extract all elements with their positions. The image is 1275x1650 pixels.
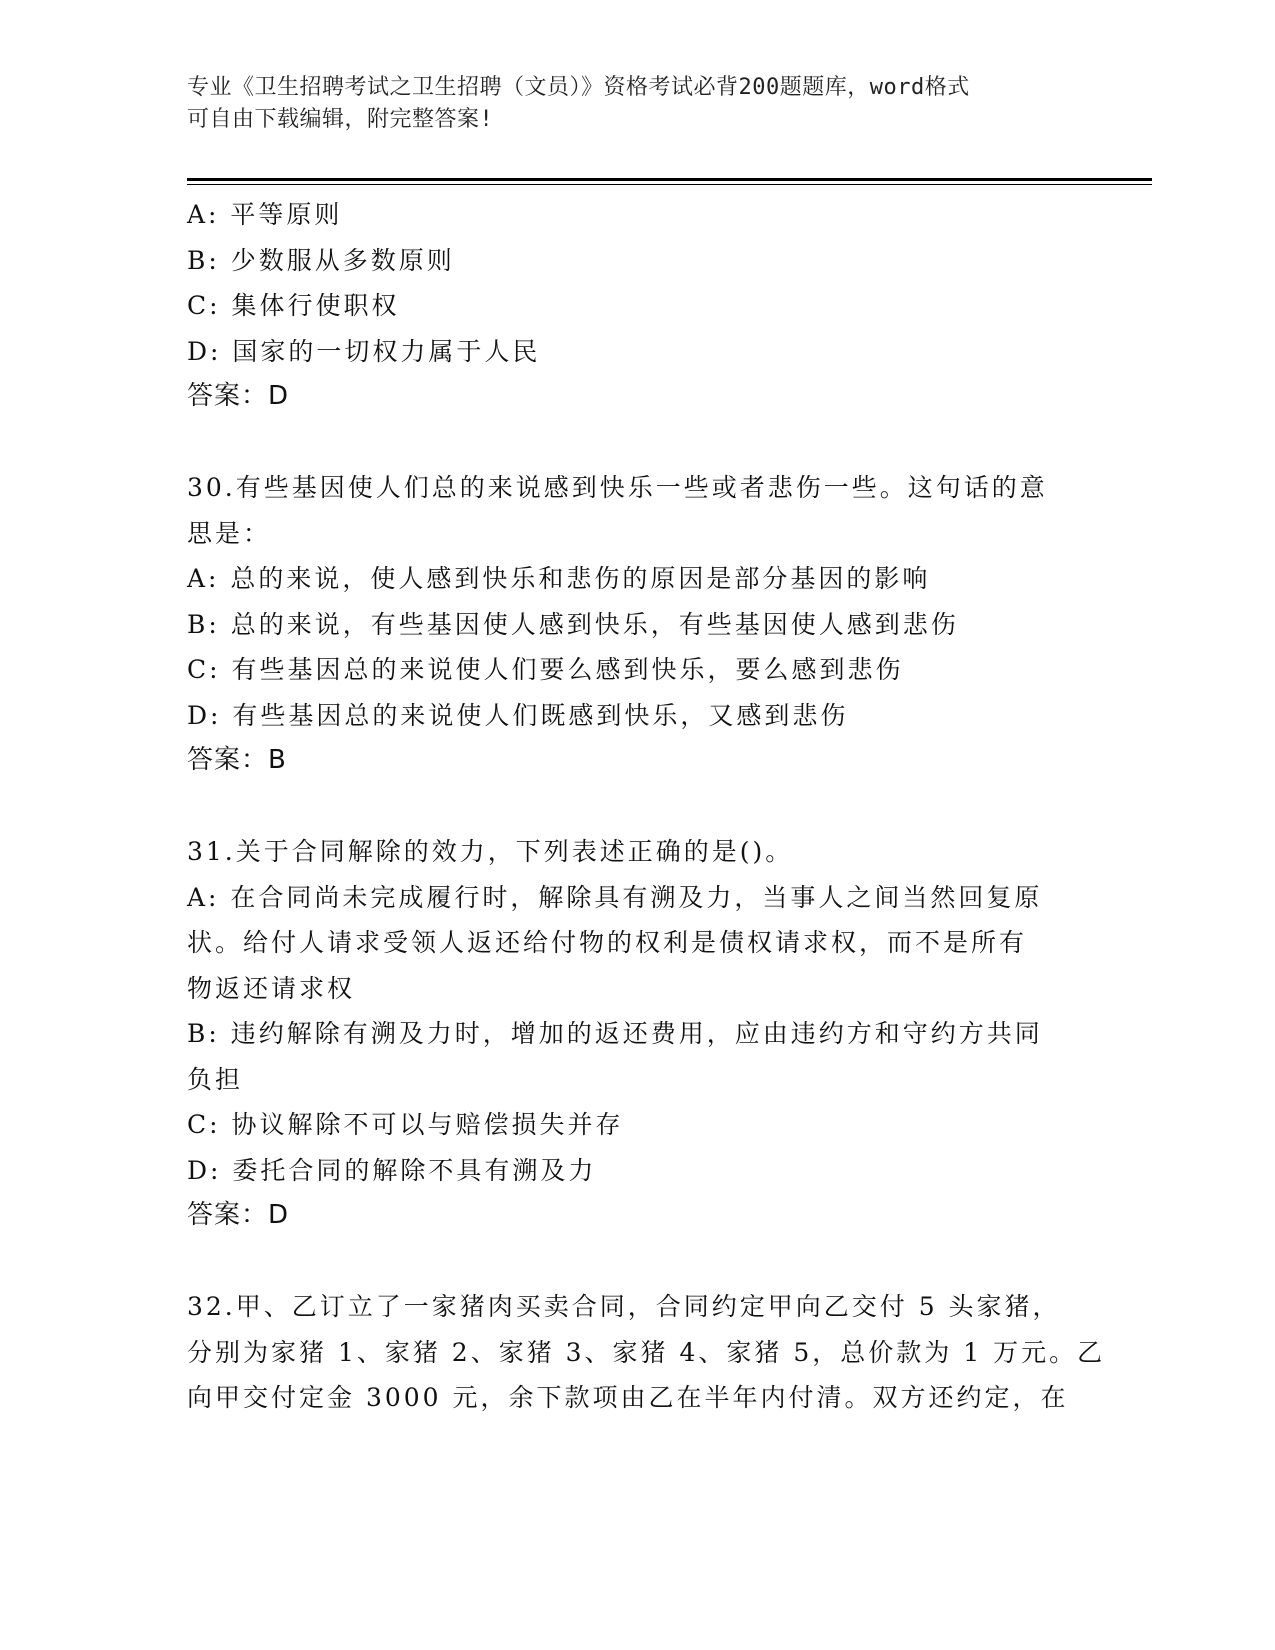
question-text: 思是： [187, 518, 272, 548]
spacer [187, 1239, 1087, 1285]
option-b-continued: 负担 [187, 1064, 244, 1094]
spacer [187, 784, 1087, 830]
option-a: A: 总的来说，使人感到快乐和悲伤的原因是部分基因的影响 [187, 564, 931, 593]
spacer [187, 420, 1087, 466]
document-header [187, 72, 1087, 136]
question-31-block [187, 829, 1087, 1239]
question-text: 30.有些基因使人们总的来说感到快乐一些或者悲伤一些。这句话的意 [187, 473, 1048, 502]
option-c: C: 协议解除不可以与赔偿损失并存 [187, 1110, 624, 1139]
option-a-continued: 物返还请求权 [187, 973, 356, 1003]
question-32-block [187, 1284, 1106, 1421]
question-29-block [187, 192, 1087, 420]
option-b: B: 总的来说，有些基因使人感到快乐，有些基因使人感到悲伤 [187, 609, 959, 639]
header-line-1: 专业《卫生招聘考试之卫生招聘（文员）》资格考试必背200题题库，word格式 [187, 75, 970, 100]
header-divider-thick [187, 178, 1152, 181]
option-a: A: 平等原则 [187, 200, 343, 229]
answer: 答案：D [187, 381, 290, 411]
document-body [187, 192, 1106, 1421]
option-a-continued: 状。给付人请求受领人返还给付物的权利是债权请求权，而不是所有 [187, 928, 1028, 957]
question-text: 分别为家猪 1、家猪 2、家猪 3、家猪 4、家猪 5，总价款为 1 万元。乙 [187, 1337, 1106, 1367]
answer: 答案：B [187, 745, 287, 775]
question-text: 向甲交付定金 3000 元，余下款项由乙在半年内付清。双方还约定，在 [187, 1383, 1069, 1412]
option-b: B: 违约解除有溯及力时，增加的返还费用，应由违约方和守约方共同 [187, 1019, 1043, 1048]
header-divider-thin [187, 184, 1152, 185]
option-d: D: 国家的一切权力属于人民 [187, 336, 541, 366]
header-line-2: 可自由下载编辑，附完整答案! [187, 107, 494, 132]
question-30-block [187, 465, 1087, 784]
option-a: A: 在合同尚未完成履行时，解除具有溯及力，当事人之间当然回复原 [187, 882, 1043, 912]
option-b: B: 少数服从多数原则 [187, 245, 455, 275]
option-c: C: 有些基因总的来说使人们要么感到快乐，要么感到悲伤 [187, 655, 904, 684]
option-c: C: 集体行使职权 [187, 291, 400, 320]
option-d: D: 有些基因总的来说使人们既感到快乐，又感到悲伤 [187, 700, 849, 730]
question-text: 31.关于合同解除的效力，下列表述正确的是()。 [187, 837, 794, 866]
answer: 答案：D [187, 1200, 290, 1230]
question-text: 32.甲、乙订立了一家猪肉买卖合同，合同约定甲向乙交付 5 头家猪， [187, 1292, 1061, 1321]
option-d: D: 委托合同的解除不具有溯及力 [187, 1155, 597, 1185]
